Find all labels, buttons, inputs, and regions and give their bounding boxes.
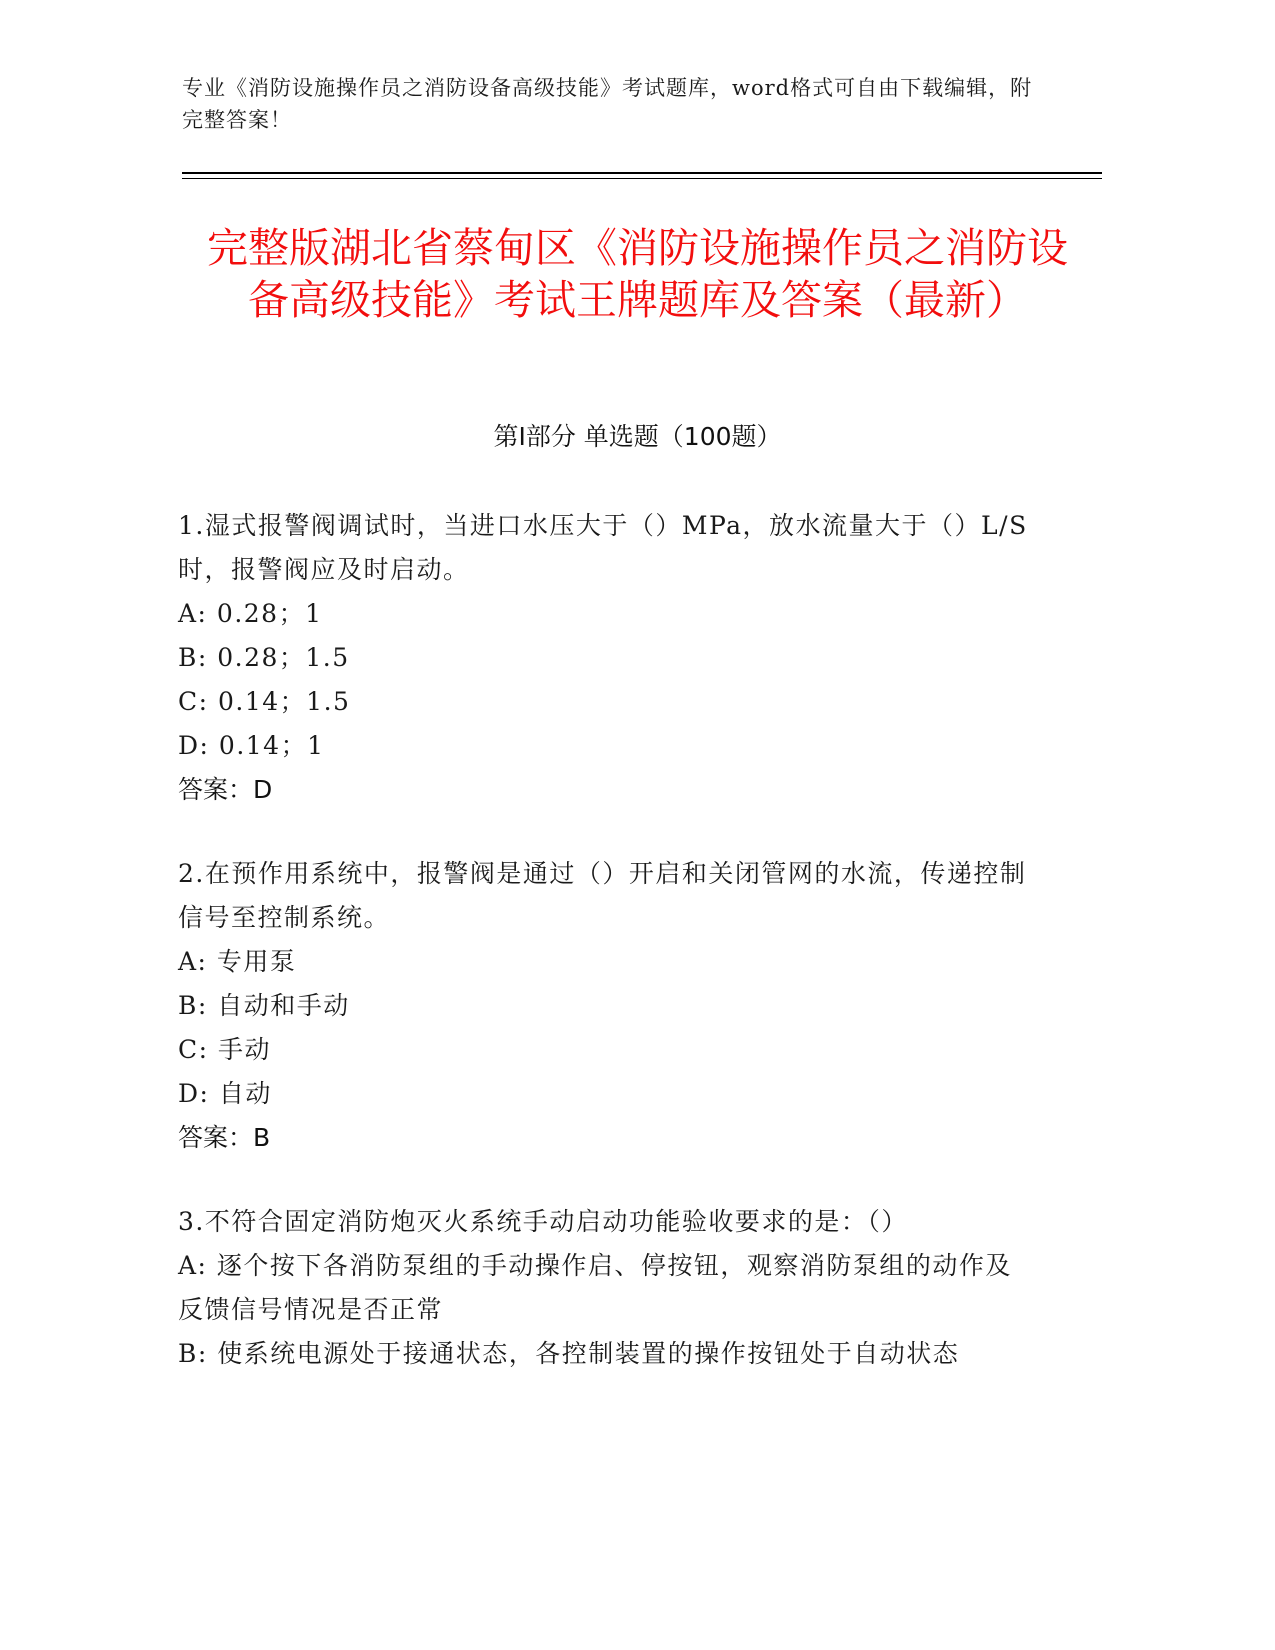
- option-a: A: 0.28；1: [178, 599, 323, 628]
- question-3: [178, 1200, 1038, 1376]
- section-heading: 第I部分 单选题（100题）: [493, 422, 782, 451]
- header-note: 专业《消防设施操作员之消防设备高级技能》考试题库，word格式可自由下载编辑，附完整答案！: [182, 76, 1033, 132]
- option-a: A: 逐个按下各消防泵组的手动操作启、停按钮，观察消防泵组的动作及反馈信号情况是否正常: [178, 1251, 1012, 1324]
- option-b: B: 自动和手动: [178, 991, 350, 1020]
- question-stem: 1.湿式报警阀调试时，当进口水压大于（）MPa，放水流量大于（）L/S时，报警阀应及时启动。: [178, 511, 1028, 584]
- answer-line: 答案：B: [178, 1123, 271, 1152]
- answer-line: 答案：D: [178, 775, 273, 804]
- option-a: A: 专用泵: [178, 947, 297, 976]
- option-c: C: 手动: [178, 1035, 271, 1064]
- question-stem: 3.不符合固定消防炮灭火系统手动启动功能验收要求的是：（）: [178, 1207, 908, 1236]
- option-d: D: 0.14；1: [178, 731, 325, 760]
- option-c: C: 0.14；1.5: [178, 687, 351, 716]
- option-d: D: 自动: [178, 1079, 272, 1108]
- option-b: B: 使系统电源处于接通状态，各控制装置的操作按钮处于自动状态: [178, 1339, 960, 1368]
- question-2: [178, 852, 1038, 1160]
- header-divider-thick: [182, 172, 1102, 174]
- question-stem: 2.在预作用系统中，报警阀是通过（）开启和关闭管网的水流，传递控制信号至控制系统。: [178, 859, 1027, 932]
- option-b: B: 0.28；1.5: [178, 643, 350, 672]
- header-divider-thin: [182, 178, 1102, 179]
- document-title: 完整版湖北省蔡甸区《消防设施操作员之消防设备高级技能》考试王牌题库及答案（最新）: [207, 224, 1068, 324]
- question-1: [178, 504, 1038, 812]
